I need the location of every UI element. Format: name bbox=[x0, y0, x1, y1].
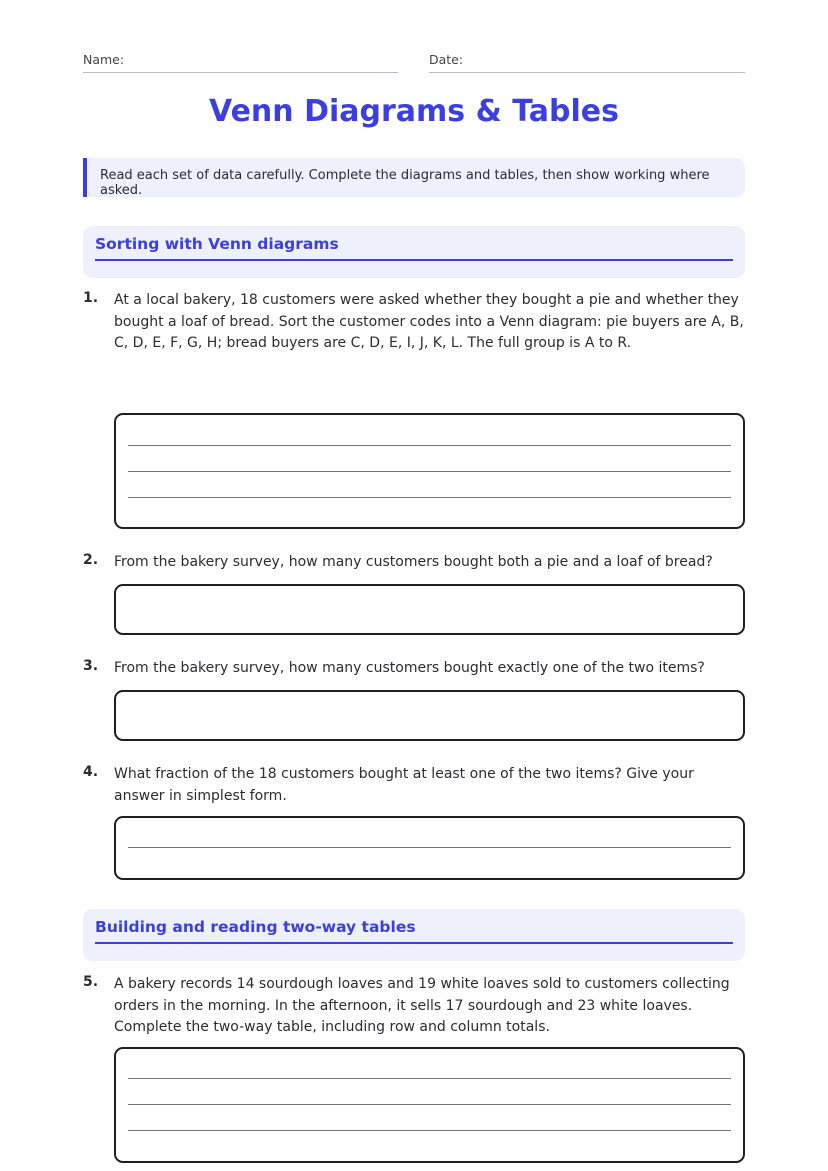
question-text: What fraction of the 18 customers bought at least one of the two items? Give your answer in simplest form. bbox=[114, 766, 694, 804]
answer-line bbox=[128, 847, 731, 848]
answer-line bbox=[128, 471, 731, 472]
question-number: 1. bbox=[83, 290, 99, 306]
section-header-two-way-tables bbox=[83, 909, 745, 961]
section-title: Building and reading two-way tables bbox=[95, 918, 733, 944]
question-text: From the bakery survey, how many customers bought both a pie and a loaf of bread? bbox=[114, 554, 713, 570]
question-number: 4. bbox=[83, 764, 99, 780]
date-label: Date: bbox=[429, 52, 464, 67]
answer-box-1[interactable] bbox=[114, 413, 745, 529]
page-title: Venn Diagrams & Tables bbox=[209, 94, 619, 129]
name-label: Name: bbox=[83, 52, 125, 67]
section-header-venn bbox=[83, 226, 745, 278]
answer-line bbox=[128, 1078, 731, 1079]
answer-line bbox=[128, 445, 731, 446]
answer-line bbox=[128, 497, 731, 498]
answer-box-3[interactable] bbox=[114, 690, 745, 741]
question-number: 5. bbox=[83, 974, 99, 990]
header-fields bbox=[83, 52, 745, 74]
question-text: From the bakery survey, how many customers bought exactly one of the two items? bbox=[114, 660, 705, 676]
question-number: 3. bbox=[83, 658, 99, 674]
instructions-callout bbox=[83, 158, 745, 197]
section-title: Sorting with Venn diagrams bbox=[95, 235, 733, 261]
answer-box-4[interactable] bbox=[114, 816, 745, 880]
question-number: 2. bbox=[83, 552, 99, 568]
date-field[interactable] bbox=[429, 52, 745, 73]
answer-line bbox=[128, 1130, 731, 1131]
instructions-text: Read each set of data carefully. Complete the diagrams and tables, then show working where asked. bbox=[100, 168, 710, 198]
name-field[interactable] bbox=[83, 52, 398, 73]
answer-line bbox=[128, 1104, 731, 1105]
question-text: A bakery records 14 sourdough loaves and 19 white loaves sold to customers collecting orders in the morning. In the afternoon, it sells 17 sourdough and 23 white loaves. Complete the two-way table, including row and column totals. bbox=[114, 976, 730, 1035]
answer-box-2[interactable] bbox=[114, 584, 745, 635]
answer-box-5[interactable] bbox=[114, 1047, 745, 1163]
question-text: At a local bakery, 18 customers were asked whether they bought a pie and whether they bought a loaf of bread. Sort the customer codes into a Venn diagram: pie buyers are A, B, C, D, E, F, G, H; bread buyers are C, D, E, I, J, K, L. The full group is A to R. bbox=[114, 292, 744, 351]
